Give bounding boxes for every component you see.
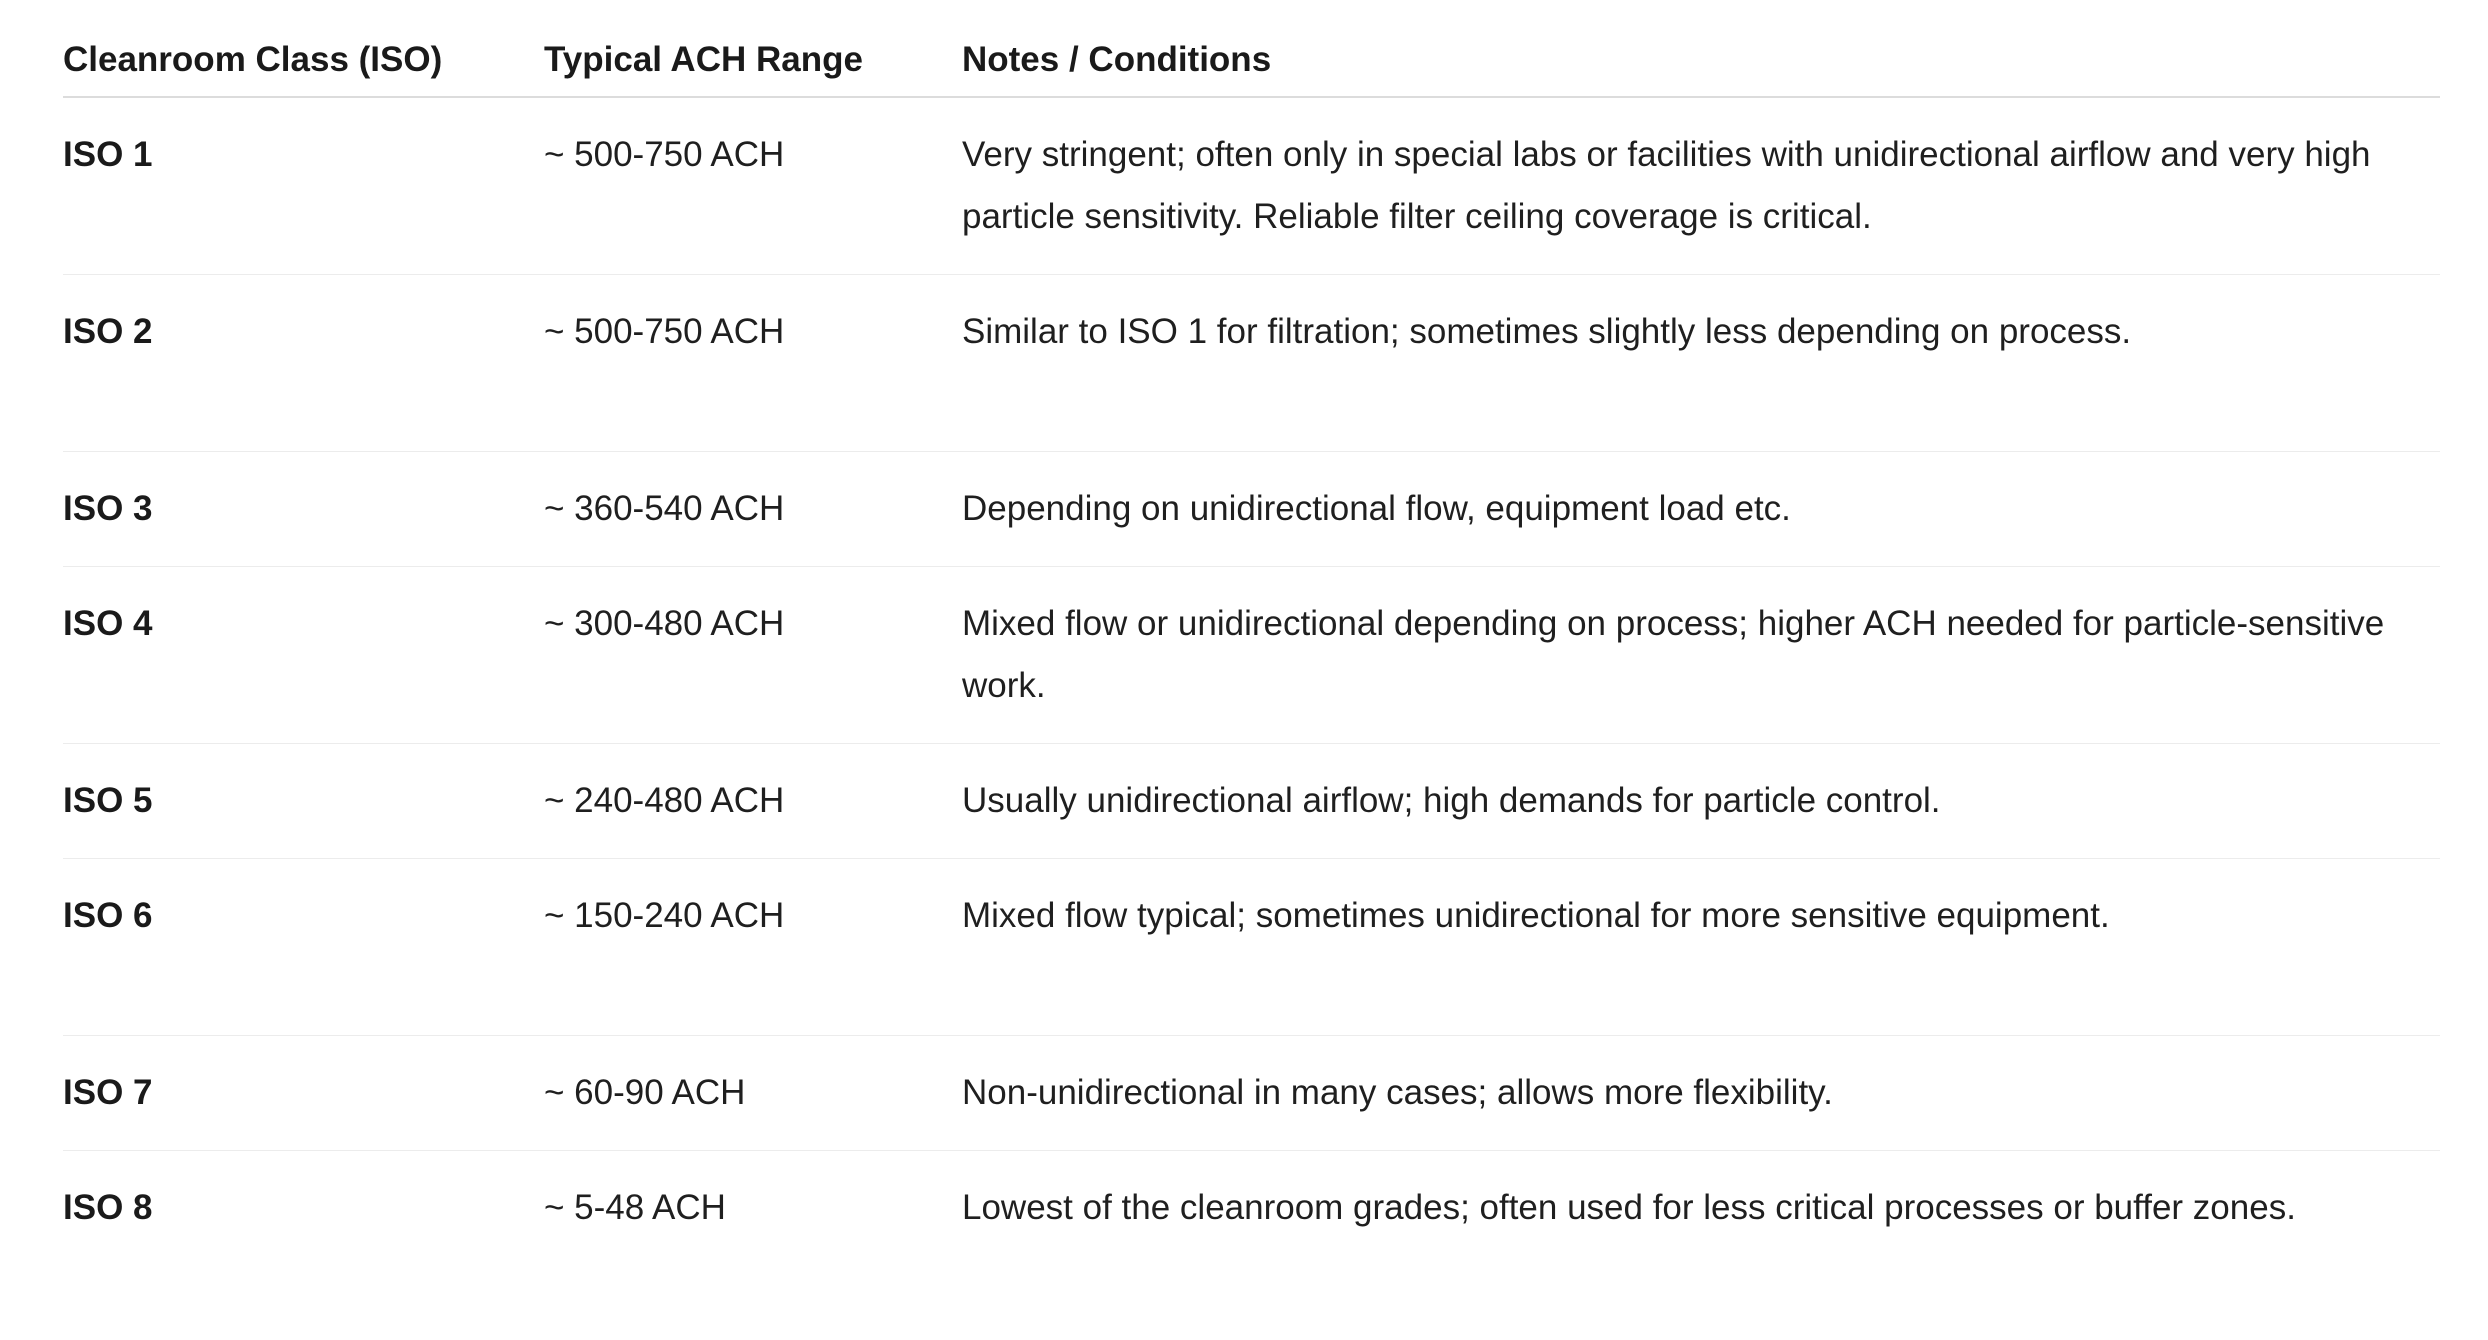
ach-range-cell: ~ 150-240 ACH — [544, 896, 785, 935]
ach-range-cell: ~ 500-750 ACH — [544, 135, 785, 174]
cleanroom-class-cell: ISO 7 — [63, 1073, 153, 1112]
ach-range-cell: ~ 5-48 ACH — [544, 1188, 726, 1227]
table-row — [63, 744, 2440, 859]
cleanroom-class-cell: ISO 1 — [63, 135, 153, 174]
header-notes-conditions: Notes / Conditions — [962, 34, 2440, 97]
cleanroom-class-cell: ISO 4 — [63, 604, 153, 643]
header-typical-ach-range: Typical ACH Range — [544, 34, 962, 97]
table-row — [63, 1036, 2440, 1151]
header-row — [63, 34, 2440, 97]
notes-cell: Very stringent; often only in special labs or facilities with unidirectional airflow and very high particle sensitivity. Reliable filter ceiling coverage is critical. — [962, 135, 2371, 236]
notes-cell: Mixed flow typical; sometimes unidirectional for more sensitive equipment. — [962, 896, 2110, 935]
notes-cell: Lowest of the cleanroom grades; often used for less critical processes or buffer zones. — [962, 1188, 2296, 1227]
cleanroom-class-cell: ISO 2 — [63, 312, 153, 351]
ach-range-cell: ~ 300-480 ACH — [544, 604, 785, 643]
cleanroom-ach-table-container — [63, 34, 2440, 1265]
notes-cell: Depending on unidirectional flow, equipment load etc. — [962, 489, 1791, 528]
cleanroom-class-cell: ISO 6 — [63, 896, 153, 935]
ach-range-cell: ~ 500-750 ACH — [544, 312, 785, 351]
notes-cell: Similar to ISO 1 for filtration; sometimes slightly less depending on process. — [962, 312, 2132, 351]
ach-range-cell: ~ 360-540 ACH — [544, 489, 785, 528]
table-row — [63, 275, 2440, 452]
table-row — [63, 567, 2440, 744]
table-row — [63, 1151, 2440, 1266]
notes-cell: Mixed flow or unidirectional depending on process; higher ACH needed for particle-sensitive work. — [962, 604, 2385, 705]
ach-range-cell: ~ 240-480 ACH — [544, 781, 785, 820]
ach-range-cell: ~ 60-90 ACH — [544, 1073, 746, 1112]
header-cleanroom-class: Cleanroom Class (ISO) — [63, 34, 544, 97]
table-row — [63, 452, 2440, 567]
cleanroom-class-cell: ISO 5 — [63, 781, 153, 820]
notes-cell: Non-unidirectional in many cases; allows more flexibility. — [962, 1073, 1833, 1112]
notes-cell: Usually unidirectional airflow; high demands for particle control. — [962, 781, 1941, 820]
table-row — [63, 97, 2440, 275]
table-body — [63, 97, 2440, 1265]
table-row — [63, 859, 2440, 1036]
cleanroom-class-cell: ISO 8 — [63, 1188, 153, 1227]
cleanroom-ach-table — [63, 34, 2440, 1265]
table-header — [63, 34, 2440, 97]
cleanroom-class-cell: ISO 3 — [63, 489, 153, 528]
